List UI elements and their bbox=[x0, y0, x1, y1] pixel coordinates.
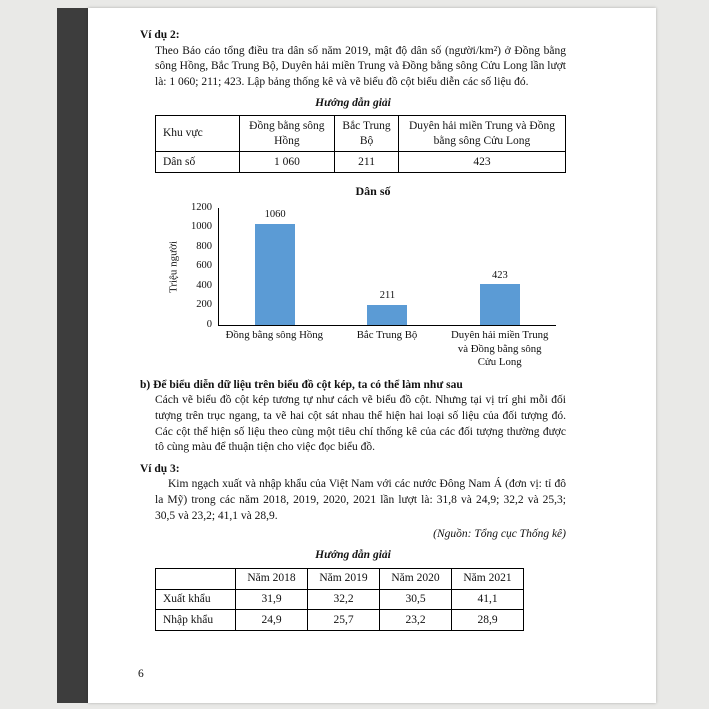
y-tick-label: 600 bbox=[196, 260, 212, 272]
table-row bbox=[156, 610, 524, 631]
table-cell: 28,9 bbox=[452, 610, 524, 631]
table-cell: 423 bbox=[398, 152, 565, 173]
table-cell: 23,2 bbox=[380, 610, 452, 631]
y-tick-label: 1000 bbox=[191, 221, 212, 233]
table-cell: 30,5 bbox=[380, 589, 452, 610]
table-header-cell: Năm 2018 bbox=[236, 568, 308, 589]
table-header-cell: Duyên hải miền Trung và Đồng bằng sông Cửu Long bbox=[398, 116, 565, 152]
bar bbox=[367, 305, 407, 326]
bar-slot bbox=[444, 208, 556, 325]
table-cell: 31,9 bbox=[236, 589, 308, 610]
y-tick-label: 0 bbox=[206, 318, 212, 330]
sectionB-body: Cách vẽ biểu đồ cột kép tương tự như cách vẽ biểu đồ cột. Nhưng tại vị trí ghi mỗi đối tượng trên trục ngang, ta vẽ hai cột sát nhau thể hiện hai loại số liệu của đối tượng đó. Các cột thể hiện số liệu theo cùng một tiêu chí thống kê của các đối tượng thường được tô cùng màu để thuận tiện cho việc đọc biểu đồ. bbox=[155, 394, 566, 454]
chart-y-axis-label bbox=[166, 208, 182, 326]
y-tick-label: 800 bbox=[196, 240, 212, 252]
y-tick-label: 400 bbox=[196, 279, 212, 291]
y-tick-label: 1200 bbox=[191, 201, 212, 213]
table-cell: 41,1 bbox=[452, 589, 524, 610]
table-cell: Xuất khẩu bbox=[156, 589, 236, 610]
solution-heading-1: Hướng dẫn giải bbox=[315, 96, 391, 109]
table-cell: Nhập khẩu bbox=[156, 610, 236, 631]
table-header-row bbox=[156, 116, 566, 152]
x-tick-label: Duyên hải miền Trung và Đồng bằng sông Cửu Long bbox=[450, 329, 549, 369]
table-cell: 211 bbox=[335, 152, 399, 173]
bar bbox=[480, 284, 520, 325]
table-cell: 32,2 bbox=[308, 589, 380, 610]
bar-chart bbox=[140, 183, 566, 370]
chart-area bbox=[166, 201, 566, 369]
trade-table bbox=[155, 568, 524, 632]
example2-body: Theo Báo cáo tổng điều tra dân số năm 2019, mật độ dân số (người/km²) ở Đồng bằng sông Hồng, Bắc Trung Bộ, Duyên hải miền Trung và Đồng bằng sông Cửu Long lần lượt là: 1 060; 211; 423. Lập bảng thống kê và vẽ biểu đồ cột biểu diễn các số liệu đó. bbox=[155, 44, 566, 88]
table-header-cell bbox=[156, 568, 236, 589]
source-note: (Nguồn: Tổng cục Thống kê) bbox=[433, 528, 566, 541]
page-number: 6 bbox=[138, 668, 144, 681]
sectionB-heading: b) Để biểu diễn dữ liệu trên biểu đồ cột kép, ta có thể làm như sau bbox=[140, 378, 463, 391]
table-header-cell: Năm 2020 bbox=[380, 568, 452, 589]
bar-value-label: 1060 bbox=[264, 209, 286, 221]
chart-plot bbox=[218, 208, 556, 326]
page-content bbox=[88, 8, 656, 703]
table-cell: 24,9 bbox=[236, 610, 308, 631]
table-row bbox=[156, 152, 566, 173]
y-axis-label-text: Triệu người bbox=[167, 241, 180, 294]
chart-title: Dân số bbox=[355, 183, 391, 198]
table-header-cell: Khu vực bbox=[156, 116, 240, 152]
example3-heading: Ví dụ 3: bbox=[140, 462, 180, 475]
y-tick-label: 200 bbox=[196, 299, 212, 311]
example2-heading: Ví dụ 2: bbox=[140, 29, 180, 41]
x-tick-label: Bắc Trung Bộ bbox=[356, 329, 418, 342]
bar-value-label: 211 bbox=[379, 290, 396, 302]
table-row bbox=[156, 589, 524, 610]
table-header-cell: Đồng bằng sông Hồng bbox=[239, 116, 335, 152]
table-cell: Dân số bbox=[156, 152, 240, 173]
chart-x-labels bbox=[218, 329, 556, 369]
x-tick-label: Đồng bằng sông Hồng bbox=[225, 329, 324, 342]
bar-value-label: 423 bbox=[491, 269, 508, 281]
table-cell: 1 060 bbox=[239, 152, 335, 173]
table-header-cell: Năm 2021 bbox=[452, 568, 524, 589]
bar-slot bbox=[331, 208, 443, 325]
book-spine bbox=[57, 8, 88, 703]
chart-y-ticks bbox=[182, 201, 218, 330]
bar bbox=[255, 224, 295, 326]
table-header-cell: Năm 2019 bbox=[308, 568, 380, 589]
population-table bbox=[155, 115, 566, 173]
document-page bbox=[88, 8, 656, 703]
table-cell: 25,7 bbox=[308, 610, 380, 631]
bar-slot bbox=[219, 208, 331, 325]
chart-plot-wrap bbox=[218, 208, 556, 369]
table-header-row bbox=[156, 568, 524, 589]
solution-heading-2: Hướng dẫn giải bbox=[315, 548, 391, 561]
example3-body: Kim ngạch xuất và nhập khẩu của Việt Nam với các nước Đông Nam Á (đơn vị: tỉ đô la Mỹ) trong các năm 2018, 2019, 2020, 2021 lần lượt là: 31,8 và 24,9; 32,2 và 25,3; 30,5 và 23,2; 41,1 và 28,9. bbox=[155, 478, 566, 522]
table-header-cell: Bắc Trung Bộ bbox=[335, 116, 399, 152]
